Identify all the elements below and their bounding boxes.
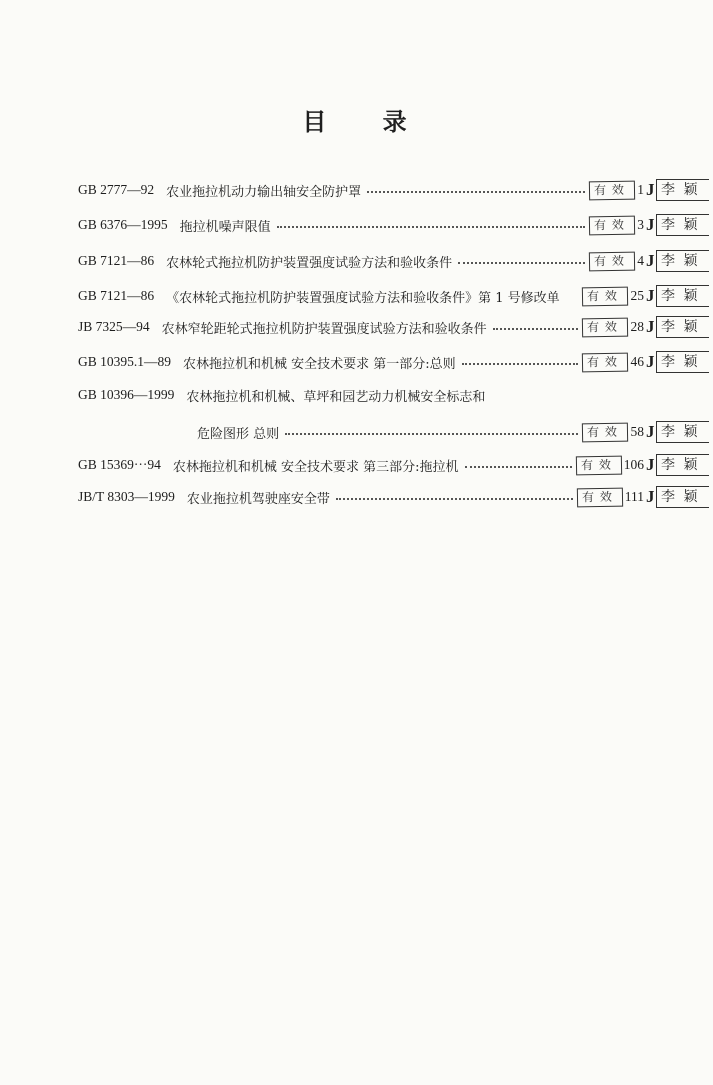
toc-entry: [78, 454, 710, 476]
dot-leader: [285, 433, 578, 435]
signature-name: 李 颖: [656, 285, 709, 307]
toc-entry: [78, 486, 710, 508]
signature-mark: J: [646, 422, 655, 441]
page-number: 4: [637, 253, 644, 268]
signature-mark: J: [646, 286, 655, 305]
dot-leader: [462, 363, 579, 365]
signature-stamp: [646, 454, 710, 476]
toc-entry-continuation: [197, 421, 710, 443]
signature-mark: J: [646, 487, 655, 506]
signature-name: 李 颖: [656, 214, 709, 236]
standard-code: GB 15369···94: [78, 457, 161, 472]
page-number: 111: [624, 489, 644, 504]
standard-title: 农林拖拉机和机械 安全技术要求 第三部分:拖拉机: [172, 459, 459, 475]
status-stamp: 有效: [582, 422, 628, 442]
status-stamp: 有效: [582, 352, 628, 372]
standard-code: GB 7121—86: [78, 288, 155, 303]
dot-leader: [465, 466, 572, 468]
page-number: 58: [630, 424, 644, 439]
signature-stamp: [646, 250, 710, 272]
standard-title: 农业拖拉机驾驶座安全带: [186, 491, 330, 507]
signature-stamp: [646, 179, 710, 201]
status-stamp: 有效: [589, 215, 635, 235]
signature-mark: J: [646, 251, 655, 270]
standard-code: JB/T 8303—1999: [78, 489, 175, 504]
standard-title-continuation: 危险图形 总则: [197, 426, 280, 442]
dot-leader: [367, 191, 585, 193]
signature-stamp: [646, 214, 710, 236]
status-stamp: 有效: [576, 455, 622, 475]
standard-code: JB 7325—94: [78, 319, 150, 334]
signature-mark: J: [646, 317, 655, 336]
dot-leader: [493, 328, 579, 330]
signature-mark: J: [646, 215, 655, 234]
signature-name: 李 颖: [656, 421, 709, 443]
status-stamp: 有效: [582, 317, 628, 337]
page-number: 25: [630, 288, 644, 303]
signature-mark: J: [646, 352, 655, 371]
signature-name: 李 颖: [656, 250, 709, 272]
signature-stamp: [646, 486, 710, 508]
standard-title: 《农林轮式拖拉机防护装置强度试验方法和验收条件》第 1 号修改单: [166, 290, 560, 306]
standard-title: 农林窄轮距轮式拖拉机防护装置强度试验方法和验收条件: [161, 321, 487, 337]
status-stamp: 有效: [582, 286, 628, 306]
toc-entry: [78, 285, 710, 307]
standard-code: GB 10396—1999: [78, 387, 175, 402]
status-stamp: 有效: [589, 180, 635, 200]
toc-entry: [78, 214, 710, 236]
signature-stamp: [646, 285, 710, 307]
signature-mark: J: [646, 180, 655, 199]
toc-entry: [78, 316, 710, 338]
standard-code: GB 2777—92: [78, 182, 155, 197]
status-stamp: 有效: [589, 251, 635, 271]
status-stamp: 有效: [577, 487, 623, 507]
page-number: 3: [637, 217, 644, 232]
page-number: 1: [637, 182, 644, 197]
toc-entry: [78, 250, 710, 272]
signature-name: 李 颖: [656, 486, 709, 508]
standard-title: 农林轮式拖拉机防护装置强度试验方法和验收条件: [166, 255, 453, 271]
standard-title: 拖拉机噪声限值: [179, 219, 271, 235]
signature-name: 李 颖: [656, 351, 709, 373]
signature-name: 李 颖: [656, 454, 709, 476]
standard-code: GB 7121—86: [78, 253, 155, 268]
page-number: 106: [623, 457, 644, 472]
signature-name: 李 颖: [656, 179, 709, 201]
signature-name: 李 颖: [656, 316, 709, 338]
standard-code: GB 6376—1995: [78, 217, 168, 232]
toc-entry: [78, 384, 710, 406]
standard-title: 农林拖拉机和机械 安全技术要求 第一部分:总则: [183, 356, 456, 372]
standard-title: 农业拖拉机动力输出轴安全防护罩: [166, 184, 362, 200]
standard-code: GB 10395.1—89: [78, 354, 172, 369]
signature-mark: J: [646, 455, 655, 474]
signature-stamp: [646, 351, 710, 373]
dot-leader: [277, 226, 586, 228]
toc-entry: [78, 179, 710, 201]
signature-stamp: [646, 316, 710, 338]
page-title: 目 录: [302, 107, 411, 136]
standard-title: 农林拖拉机和机械、草坪和园艺动力机械安全标志和: [186, 389, 486, 405]
dot-leader: [336, 498, 573, 500]
page-number: 46: [630, 354, 644, 369]
page-number: 28: [630, 319, 644, 334]
signature-stamp: [646, 421, 710, 443]
toc-entry: [78, 351, 710, 373]
dot-leader: [458, 262, 585, 264]
